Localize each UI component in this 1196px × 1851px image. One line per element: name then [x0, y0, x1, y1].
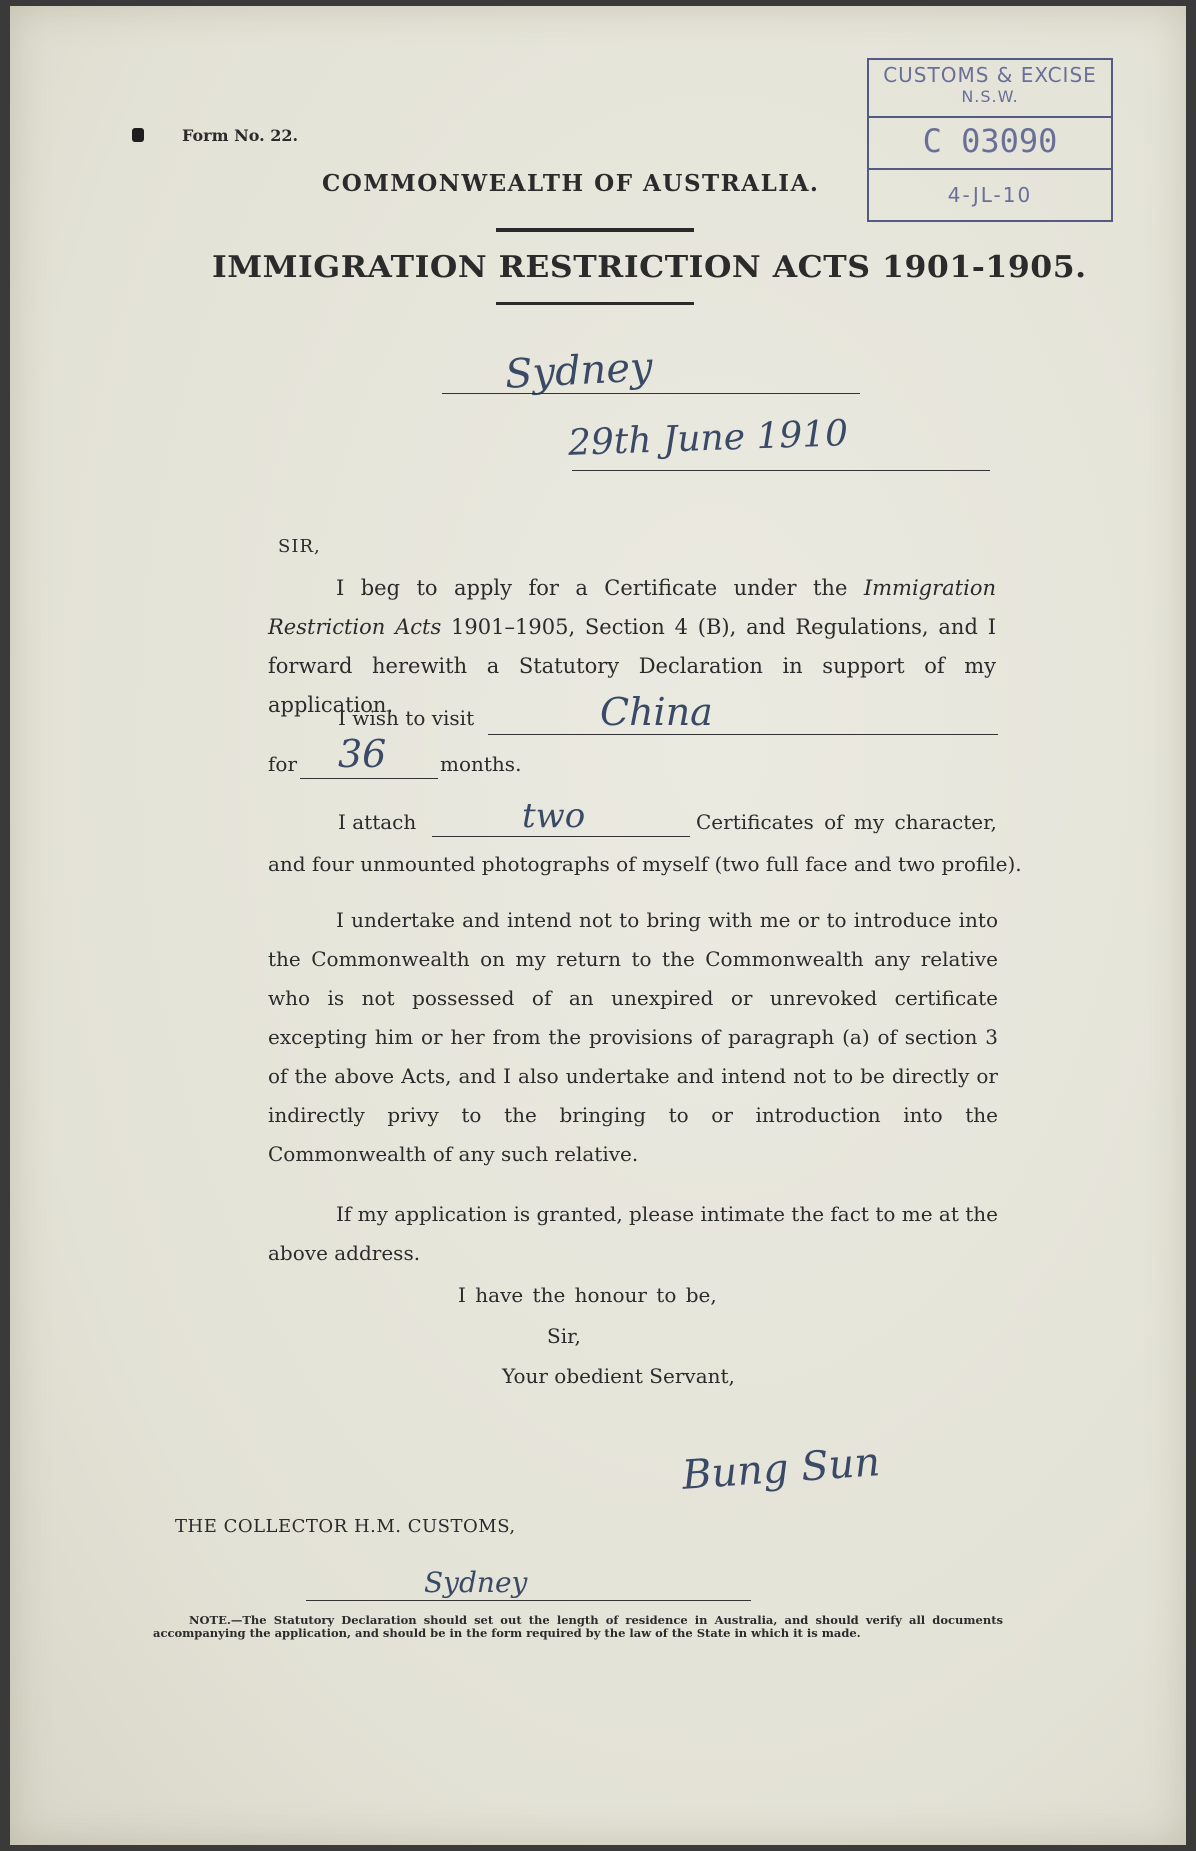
- salutation: SIR,: [278, 536, 321, 557]
- place-line: [442, 393, 860, 394]
- customs-stamp: [867, 58, 1113, 222]
- form-number: Form No. 22.: [182, 126, 299, 145]
- closing-line3: Your obedient Servant,: [502, 1364, 735, 1388]
- signature-handwritten: Bung Sun: [680, 1439, 882, 1499]
- title-rule-bottom: [496, 302, 694, 305]
- attach-line: [432, 836, 690, 837]
- attach-count-handwritten: two: [522, 796, 586, 836]
- date-handwritten: 29th June 1910: [567, 413, 849, 464]
- document-title: IMMIGRATION RESTRICTION ACTS 1901-1905.: [212, 250, 1087, 285]
- visit-destination-handwritten: China: [600, 690, 713, 734]
- paragraph1-part1: I beg to apply for a Certificate under the: [336, 576, 864, 600]
- months-label: months.: [440, 752, 522, 776]
- place-handwritten: Sydney: [503, 344, 654, 398]
- stamp-line1: CUSTOMS & EXCISE: [883, 63, 1097, 87]
- footnote: NOTE.—The Statutory Declaration should set out the length of residence in Australia, and should verify all documents accompanying the application, and should be in the form required by the law of the State in which it is made.: [153, 1613, 1003, 1640]
- stamp-date: 4-JL-10: [947, 183, 1033, 207]
- undertaking-paragraph: I undertake and intend not to bring with me or to introduce into the Commonwealth on my return to the Commonwealth any relative who is not possessed of an unexpired or unrevoked certificate excepting him or her from the provisions of paragraph (a) of section 3 of the above Acts, and I also undertake and intend not to be directly or indirectly privy to the bringing to or introduction into the Commonwealth of any such relative.: [268, 908, 998, 1166]
- punch-hole-mark: [132, 128, 144, 142]
- addressee-place-handwritten: Sydney: [424, 1566, 528, 1599]
- commonwealth-heading: COMMONWEALTH OF AUSTRALIA.: [322, 170, 820, 197]
- stamp-line2: N.S.W.: [961, 87, 1019, 106]
- addressee: THE COLLECTOR H.M. CUSTOMS,: [175, 1516, 516, 1537]
- photos-text: and four unmounted photographs of myself (two full face and two profile).: [268, 852, 1022, 876]
- date-line: [572, 470, 990, 471]
- attach-label: I attach: [338, 810, 417, 834]
- paragraph1-acts: Immigration Restriction Acts: [268, 576, 996, 639]
- months-handwritten: 36: [338, 732, 387, 776]
- visit-label: I wish to visit: [338, 706, 475, 730]
- months-line: [300, 778, 438, 779]
- visit-line: [488, 734, 998, 735]
- paragraph1-part2: 1901–1905, Section 4 (B), and Regulations, and I forward herewith a Statutory Declaration in support of my application.: [268, 615, 996, 717]
- document-page: [10, 6, 1186, 1845]
- addressee-place-line: [306, 1600, 751, 1601]
- certificates-label: Certificates of my character,: [696, 810, 997, 834]
- for-label: for: [268, 752, 298, 776]
- title-rule-top: [496, 228, 694, 232]
- closing-line2: Sir,: [547, 1324, 581, 1348]
- granted-paragraph: If my application is granted, please intimate the fact to me at the above address.: [268, 1202, 998, 1265]
- stamp-header: [869, 60, 1111, 118]
- stamp-number: C 03090: [869, 114, 1111, 170]
- closing-line1: I have the honour to be,: [458, 1283, 717, 1307]
